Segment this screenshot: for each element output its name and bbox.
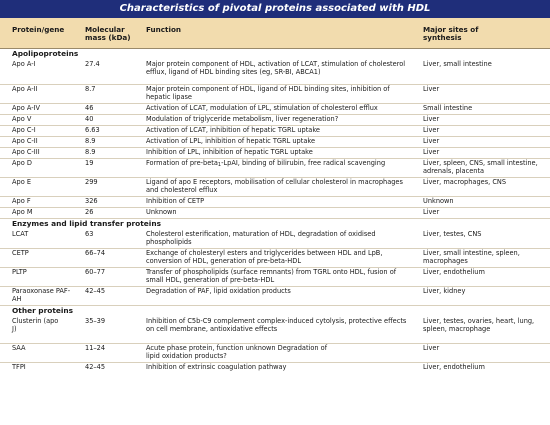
cell-mass: 40 xyxy=(85,115,94,123)
cell-function: Transfer of phospholipids (surface remnants) from TGRL onto HDL, fusion of small HDL, generation of pre-beta-HDL xyxy=(146,268,397,284)
table-row xyxy=(0,114,550,125)
table-body xyxy=(0,49,550,373)
cell-protein: Apo F xyxy=(12,197,31,205)
cell-protein: Apo A-II xyxy=(12,85,38,93)
cell-sites: Liver xyxy=(423,137,440,145)
table-row xyxy=(0,343,550,362)
table-row xyxy=(0,286,550,305)
cell-sites: Liver, spleen, CNS, small intestine, adrenals, placenta xyxy=(423,159,538,175)
cell-protein: CETP xyxy=(12,249,29,257)
table-row xyxy=(0,103,550,114)
cell-mass: 66–74 xyxy=(85,249,106,257)
cell-mass: 11–24 xyxy=(85,344,106,352)
cell-protein: Apo D xyxy=(12,159,32,167)
cell-function: Unknown xyxy=(146,208,177,216)
table-row xyxy=(0,267,550,286)
cell-mass: 63 xyxy=(85,230,94,238)
cell-mass: 42–45 xyxy=(85,363,106,371)
cell-protein: PLTP xyxy=(12,268,27,276)
cell-mass: 8.9 xyxy=(85,148,96,156)
cell-function: Inhibition of C5b-C9 complement complex-induced cytolysis, protective effects on cell membrane, antioxidative effects xyxy=(146,317,407,333)
cell-mass: 26 xyxy=(85,208,94,216)
cell-mass: 42–45 xyxy=(85,287,106,295)
header-mass-line1: Molecular xyxy=(85,25,125,34)
cell-sites: Small intestine xyxy=(423,104,473,112)
cell-sites: Liver, endothelium xyxy=(423,268,485,276)
table-row xyxy=(0,362,550,373)
cell-function: Acute phase protein, function unknown Degradation of lipid oxidation products? xyxy=(146,344,328,360)
cell-function: Activation of LCAT, modulation of LPL, stimulation of cholesterol efflux xyxy=(146,104,378,112)
cell-sites: Liver, endothelium xyxy=(423,363,485,371)
table-header xyxy=(0,18,550,49)
cell-sites: Liver xyxy=(423,148,440,156)
cell-sites: Liver xyxy=(423,85,440,93)
cell-function: Degradation of PAF, lipid oxidation products xyxy=(146,287,291,295)
cell-function: Activation of LCAT, inhibition of hepatic TGRL uptake xyxy=(146,126,320,134)
cell-mass: 46 xyxy=(85,104,94,112)
cell-sites: Liver xyxy=(423,344,440,352)
cell-function: Inhibition of LPL, inhibition of hepatic TGRL uptake xyxy=(146,148,313,156)
table-row xyxy=(0,196,550,207)
cell-mass: 299 xyxy=(85,178,98,186)
header-function: Function xyxy=(146,25,181,34)
table-row xyxy=(0,84,550,103)
table-row xyxy=(0,317,550,343)
cell-sites: Liver xyxy=(423,126,440,134)
cell-mass: 6.63 xyxy=(85,126,100,134)
cell-sites: Liver, testes, ovaries, heart, lung, spleen, macrophage xyxy=(423,317,535,333)
cell-sites: Liver, kidney xyxy=(423,287,466,295)
section-heading-apolipoproteins: Apolipoproteins xyxy=(12,49,79,58)
cell-protein: Apo C-II xyxy=(12,137,38,145)
table-row xyxy=(0,230,550,248)
header-mass-line2: mass (kDa) xyxy=(85,33,131,43)
cell-protein: Apo E xyxy=(12,178,31,186)
cell-function: Ligand of apo E receptors, mobilisation of cellular cholesterol in macrophages and cholesterol efflux xyxy=(146,178,403,194)
cell-function xyxy=(146,160,414,170)
cell-protein: Apo V xyxy=(12,115,32,123)
cell-mass: 8.9 xyxy=(85,137,96,145)
table-row xyxy=(0,60,550,84)
function-subscript: 1 xyxy=(217,162,222,168)
cell-protein: Apo M xyxy=(12,208,33,216)
cell-protein: LCAT xyxy=(12,230,29,238)
cell-function: Major protein component of HDL, ligand of HDL binding sites, inhibition of hepatic lipase xyxy=(146,85,390,101)
cell-sites: Liver, macrophages, CNS xyxy=(423,178,507,186)
header-sites-line1: Major sites of xyxy=(423,25,479,34)
cell-function: Inhibition of extrinsic coagulation pathway xyxy=(146,363,287,371)
cell-protein: Apo A-IV xyxy=(12,104,41,112)
header-mass xyxy=(85,26,145,43)
cell-protein: TFPI xyxy=(12,363,26,371)
table-row xyxy=(0,125,550,136)
section-heading-enzymes: Enzymes and lipid transfer proteins xyxy=(0,218,550,230)
header-protein: Protein/gene xyxy=(12,25,65,34)
cell-function: Activation of LPL, inhibition of hepatic TGRL uptake xyxy=(146,137,316,145)
cell-sites: Unknown xyxy=(423,197,454,205)
cell-sites: Liver, small intestine, spleen, macrophages xyxy=(423,249,520,265)
cell-mass: 326 xyxy=(85,197,98,205)
table-title: Characteristics of pivotal proteins associated with HDL xyxy=(0,0,550,18)
cell-protein: SAA xyxy=(12,344,26,352)
cell-sites: Liver xyxy=(423,115,440,123)
function-text-pre: Formation of pre-beta xyxy=(146,159,218,167)
cell-sites: Liver, testes, CNS xyxy=(423,230,482,238)
cell-protein: Paraoxonase PAF-AH xyxy=(12,287,71,303)
cell-sites: Liver xyxy=(423,208,440,216)
cell-mass: 19 xyxy=(85,159,94,167)
function-text-post: -LpAI, binding of bilirubin, free radical scavenging xyxy=(221,159,386,167)
section-heading-other-proteins: Other proteins xyxy=(0,305,550,317)
cell-function: Inhibition of CETP xyxy=(146,197,205,205)
cell-protein: Apo C-III xyxy=(12,148,40,156)
header-sites-line2: synthesis xyxy=(423,33,462,43)
cell-function: Major protein component of HDL, activation of LCAT, stimulation of cholesterol efflux, ligand of HDL binding sites (eg, SR-BI, ABCA1) xyxy=(146,60,406,76)
cell-function: Modulation of triglyceride metabolism, liver regeneration? xyxy=(146,115,339,123)
cell-protein: Clusterin (apo J) xyxy=(12,317,59,333)
cell-protein: Apo A-I xyxy=(12,60,36,68)
table-row xyxy=(0,177,550,196)
cell-sites: Liver, small intestine xyxy=(423,60,492,68)
cell-function: Cholesterol esterification, maturation of HDL, degradation of oxidised phospholipids xyxy=(146,230,376,246)
cell-function: Exchange of cholesteryl esters and triglycerides between HDL and LpB, conversion of HDL, generation of pre-beta-HDL xyxy=(146,249,383,265)
header-sites xyxy=(423,26,545,43)
table-row xyxy=(0,158,550,177)
cell-mass: 35–39 xyxy=(85,317,106,325)
cell-mass: 8.7 xyxy=(85,85,96,93)
cell-mass: 60–77 xyxy=(85,268,106,276)
cell-protein: Apo C-I xyxy=(12,126,36,134)
table-row xyxy=(0,136,550,147)
table-row xyxy=(0,207,550,218)
table-row xyxy=(0,248,550,267)
table-row xyxy=(0,147,550,158)
cell-mass: 27.4 xyxy=(85,60,100,68)
